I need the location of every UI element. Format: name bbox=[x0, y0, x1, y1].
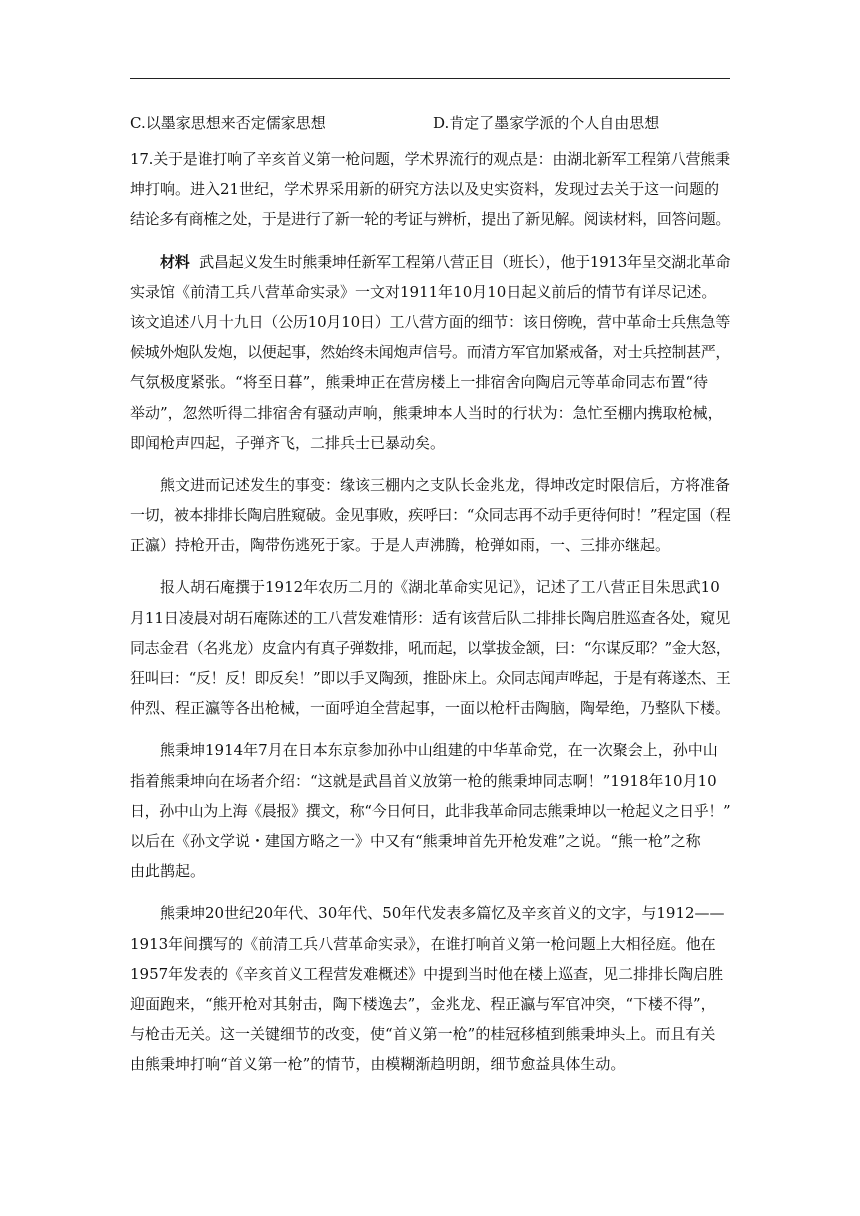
text-run: 熊秉坤1914年7月在日本东京参加孙中山组建的中华革命党，在一次聚会上，孙中山 bbox=[160, 741, 718, 760]
text-run: 即闻枪声四起，子弹齐飞，二排兵士已暴动矣。 bbox=[130, 433, 446, 452]
material-line bbox=[130, 428, 732, 458]
material-line bbox=[130, 367, 732, 397]
material-line bbox=[130, 1019, 732, 1049]
text-run: 仲烈、程正瀛等各出枪械，一面呼迫全营起事，一面以枪杆击陶脑，陶晕绝，乃整队下楼。 bbox=[130, 699, 731, 718]
material-line bbox=[130, 307, 732, 337]
text-run: 日，孙中山为上海《晨报》撰文，称“今日何日，此非我革命同志熊秉坤以一枪起义之日乎！” bbox=[130, 801, 731, 820]
question-line bbox=[130, 144, 732, 174]
text-run: 结论多有商榷之处，于是进行了新一轮的考证与辨析，提出了新见解。阅读材料，回答问题。 bbox=[130, 210, 731, 229]
question-line bbox=[130, 204, 732, 234]
material-line bbox=[130, 398, 732, 428]
material-line bbox=[130, 959, 732, 989]
material-line bbox=[130, 989, 732, 1019]
text-run: 由此鹊起。 bbox=[130, 862, 206, 881]
material-line bbox=[130, 766, 732, 796]
material-line bbox=[130, 572, 732, 602]
material-line bbox=[130, 1049, 732, 1079]
text-run: 正瀛）持枪开击，陶带伤逃死于家。于是人声沸腾，枪弹如雨，一、三排亦继起。 bbox=[130, 536, 671, 555]
material-line bbox=[130, 500, 732, 530]
text-run: 迎面跑来，“熊开枪对其射击，陶下楼逸去”，金兆龙、程正瀛与军官冲突，“下楼不得”， bbox=[130, 994, 716, 1013]
material-line bbox=[130, 735, 732, 765]
text-run: 武昌起义发生时熊秉坤任新军工程第八营正目（班长），他于1913年呈交湖北革命 bbox=[199, 252, 731, 271]
answer-options bbox=[130, 110, 730, 136]
material-line bbox=[130, 929, 732, 959]
material-line bbox=[130, 603, 732, 633]
text-run: 1957年发表的《辛亥首义工程营发难概述》中提到当时他在楼上巡查，见二排排长陶启胜 bbox=[130, 964, 724, 983]
material-line bbox=[130, 337, 732, 367]
material-line bbox=[130, 470, 732, 500]
material-line bbox=[130, 898, 732, 928]
text-run: 举动”，忽然听得二排宿舍有骚动声响，熊秉坤本人当时的行状为：急忙至棚内携取枪械， bbox=[130, 403, 723, 422]
material-line bbox=[130, 856, 732, 886]
text-run: 报人胡石庵撰于1912年农历二月的《湖北革命实见记》，记述了工八营正目朱思武10 bbox=[160, 578, 720, 597]
text-run: 同志金君（名兆龙）皮盒内有真子弹数排，吼而起，以掌拔金颔，曰：“尔谋反耶？”金大怒， bbox=[130, 638, 731, 657]
text-run: 狂叫曰：“反！反！即反矣！”即以手叉陶颈，推卧床上。众同志闻声哗起，于是有蒋遂杰、王 bbox=[130, 669, 731, 687]
text-run: 熊秉坤20世纪20年代、30年代、50年代发表多篇忆及辛亥首义的文字，与1912—— bbox=[160, 904, 725, 923]
material-line bbox=[130, 663, 732, 693]
text-run: 与枪击无关。这一关键细节的改变，使“首义第一枪”的桂冠移植到熊秉坤头上。而且有关 bbox=[130, 1025, 716, 1044]
text-run: 候城外炮队发炮，以便起事，然始终未闻炮声信号。而清方军官加紧戒备，对士兵控制甚严， bbox=[130, 343, 731, 362]
material-line bbox=[130, 277, 732, 307]
question-body bbox=[130, 144, 732, 1079]
text-run: 实录馆《前清工兵八营革命实录》一文对1911年10月10日起义前后的情节有详尽记述。 bbox=[130, 282, 717, 301]
option-c: C.以墨家思想来否定儒家思想 bbox=[130, 114, 326, 132]
question-line bbox=[130, 174, 732, 204]
option-d: D.肯定了墨家学派的个人自由思想 bbox=[433, 114, 660, 132]
text-run: 该文追述八月十九日（公历10月10日）工八营方面的细节：该日傍晚，营中革命士兵焦急等 bbox=[130, 312, 731, 331]
material-line bbox=[130, 826, 732, 856]
material-line bbox=[130, 530, 732, 560]
text-run: 由熊秉坤打响“首义第一枪”的情节，由模糊渐趋明朗，细节愈益具体生动。 bbox=[130, 1055, 626, 1074]
text-run: 一切，被本排排长陶启胜窥破。金见事败，疾呼曰：“众同志再不动手更待何时！”程定国（程 bbox=[130, 506, 731, 525]
text-run: 指着熊秉坤向在场者介绍：“这就是武昌首义放第一枪的熊秉坤同志啊！”1918年10月10 bbox=[130, 771, 717, 790]
text-run: 坤打响。进入21世纪，学术界采用新的研究方法以及史实资料，发现过去关于这一问题的 bbox=[130, 180, 720, 199]
text-run: 月11日凌晨对胡石庵陈述的工八营发难情形：适有该营后队二排排长陶启胜巡查各处，窥见 bbox=[130, 608, 731, 627]
text-run: 以后在《孙文学说・建国方略之一》中又有“熊秉坤首先开枪发难”之说。“熊一枪”之称 bbox=[130, 831, 701, 850]
text-run: 17.关于是谁打响了辛亥首义第一枪问题，学术界流行的观点是：由湖北新军工程第八营熊秉 bbox=[130, 150, 730, 168]
material-label: 材料 bbox=[160, 252, 190, 271]
material-line bbox=[130, 796, 732, 826]
material-line bbox=[130, 247, 732, 277]
text-run: 气氛极度紧张。“将至日暮”，熊秉坤正在营房楼上一排宿舍向陶启元等革命同志布置“待 bbox=[130, 373, 709, 392]
material-line bbox=[130, 633, 732, 663]
material-line bbox=[130, 693, 732, 723]
header-rule bbox=[130, 78, 730, 79]
text-run: 熊文进而记述发生的事变：缘该三棚内之支队长金兆龙，得坤改定时限信后，方将准备 bbox=[160, 475, 731, 494]
text-run: 1913年间撰写的《前清工兵八营革命实录》，在谁打响首义第一枪问题上大相径庭。他在 bbox=[130, 934, 716, 953]
